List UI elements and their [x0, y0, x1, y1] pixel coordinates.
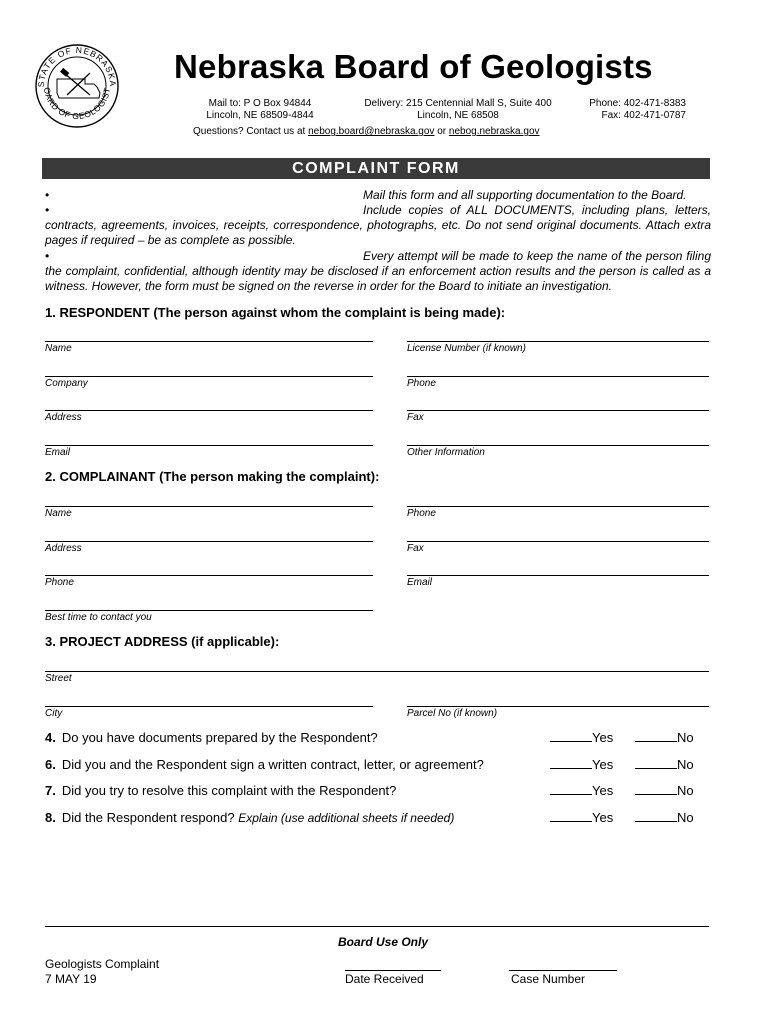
- questions-contact: Questions? Contact us at nebog.board@nebraska.gov or nebog.nebraska.gov: [193, 126, 540, 137]
- form-banner: COMPLAINT FORM: [42, 158, 710, 179]
- project-parcel-field[interactable]: [407, 706, 709, 707]
- respondent-company-label: Company: [45, 378, 88, 389]
- question-8: 8. Did the Respondent respond? Explain (use additional sheets if needed): [45, 810, 455, 825]
- respondent-phone-field[interactable]: [407, 376, 709, 377]
- project-city-field[interactable]: [45, 706, 373, 707]
- question-4: 4. Do you have documents prepared by the Respondent?: [45, 730, 378, 745]
- project-parcel-label: Parcel No (if known): [407, 708, 498, 719]
- complainant-name-label: Name: [45, 508, 72, 519]
- respondent-email-label: Email: [45, 447, 71, 458]
- respondent-phone-label: Phone: [407, 378, 436, 389]
- respondent-other-field[interactable]: [407, 445, 709, 446]
- section2-heading: 2. COMPLAINANT (The person making the complaint):: [45, 469, 380, 484]
- complainant-phone2-field[interactable]: [45, 575, 373, 576]
- project-city-label: City: [45, 708, 63, 719]
- respondent-address-label: Address: [45, 412, 82, 423]
- case-number-field[interactable]: [509, 970, 617, 971]
- question-7: 7. Did you try to resolve this complaint with the Respondent?: [45, 783, 397, 798]
- question-7-no[interactable]: No: [635, 783, 694, 798]
- respondent-other-label: Other Information: [407, 447, 485, 458]
- email-link[interactable]: nebog.board@nebraska.gov: [308, 126, 435, 137]
- contact-numbers: Phone: 402-471-8383 Fax: 402-471-0787: [589, 98, 686, 121]
- question-6-yes[interactable]: Yes: [550, 757, 613, 772]
- website-link[interactable]: nebog.nebraska.gov: [448, 126, 540, 137]
- svg-text:STATE OF NEBRASKA: STATE OF NEBRASKA: [35, 44, 119, 88]
- respondent-address-field[interactable]: [45, 410, 373, 411]
- complainant-best-time-label: Best time to contact you: [45, 612, 152, 623]
- complainant-name-field[interactable]: [45, 506, 373, 507]
- question-7-yes[interactable]: Yes: [550, 783, 613, 798]
- question-8-yes[interactable]: Yes: [550, 810, 613, 825]
- instruction-1: • Mail this form and all supporting documentation to the Board.: [45, 188, 687, 202]
- case-number-label: Case Number: [511, 972, 586, 986]
- complainant-phone2-label: Phone: [45, 577, 74, 588]
- respondent-name-label: Name: [45, 343, 72, 354]
- question-4-yes[interactable]: Yes: [550, 730, 613, 745]
- project-street-field[interactable]: [45, 671, 709, 672]
- mail-address: Mail to: P O Box 94844 Lincoln, NE 68509-4844: [206, 98, 314, 121]
- state-seal-icon: [30, 43, 124, 129]
- section3-heading: 3. PROJECT ADDRESS (if applicable):: [45, 634, 280, 649]
- complainant-best-time-field[interactable]: [45, 610, 373, 611]
- respondent-license-label: License Number (if known): [407, 343, 526, 354]
- project-street-label: Street: [45, 673, 72, 684]
- question-8-no[interactable]: No: [635, 810, 694, 825]
- instruction-2: • Include copies of ALL DOCUMENTS, including plans, letters, contracts, agreements, invoices, receipts, correspondence, photographs, etc. Do not send original documents. Attach extra pages if required – be as complete as possible.: [45, 203, 711, 247]
- form-id: Geologists Complaint 7 MAY 19: [45, 957, 160, 986]
- complainant-address-label: Address: [45, 543, 82, 554]
- complainant-fax-label: Fax: [407, 543, 424, 554]
- delivery-address: Delivery: 215 Centennial Mall S, Suite 400 Lincoln, NE 68508: [364, 98, 552, 121]
- respondent-license-field[interactable]: [407, 341, 709, 342]
- complainant-email-field[interactable]: [407, 575, 709, 576]
- complainant-address-field[interactable]: [45, 541, 373, 542]
- complainant-phone-field[interactable]: [407, 506, 709, 507]
- instruction-3: • Every attempt will be made to keep the name of the person filing the complaint, confidential, although identity may be disclosed if an enforcement action results and the person is called as a witness. However, the form must be signed on the reverse in order for the Board to initiate an investigation.: [45, 249, 711, 293]
- question-6-no[interactable]: No: [635, 757, 694, 772]
- board-use-label: Board Use Only: [338, 935, 429, 949]
- date-received-label: Date Received: [345, 972, 424, 986]
- page-title: Nebraska Board of Geologists: [174, 48, 653, 85]
- respondent-name-field[interactable]: [45, 341, 373, 342]
- question-4-no[interactable]: No: [635, 730, 694, 745]
- respondent-fax-label: Fax: [407, 412, 424, 423]
- respondent-company-field[interactable]: [45, 376, 373, 377]
- question-6: 6. Did you and the Respondent sign a written contract, letter, or agreement?: [45, 757, 484, 772]
- respondent-email-field[interactable]: [45, 445, 373, 446]
- respondent-fax-field[interactable]: [407, 410, 709, 411]
- complainant-phone-label: Phone: [407, 508, 436, 519]
- date-received-field[interactable]: [345, 970, 441, 971]
- footer-divider: [45, 926, 709, 927]
- complainant-fax-field[interactable]: [407, 541, 709, 542]
- section1-heading: 1. RESPONDENT (The person against whom the complaint is being made):: [45, 305, 506, 320]
- svg-text:BOARD OF GEOLOGISTS: OARD OF GEOLOGIST: [41, 86, 113, 122]
- complainant-email-label: Email: [407, 577, 433, 588]
